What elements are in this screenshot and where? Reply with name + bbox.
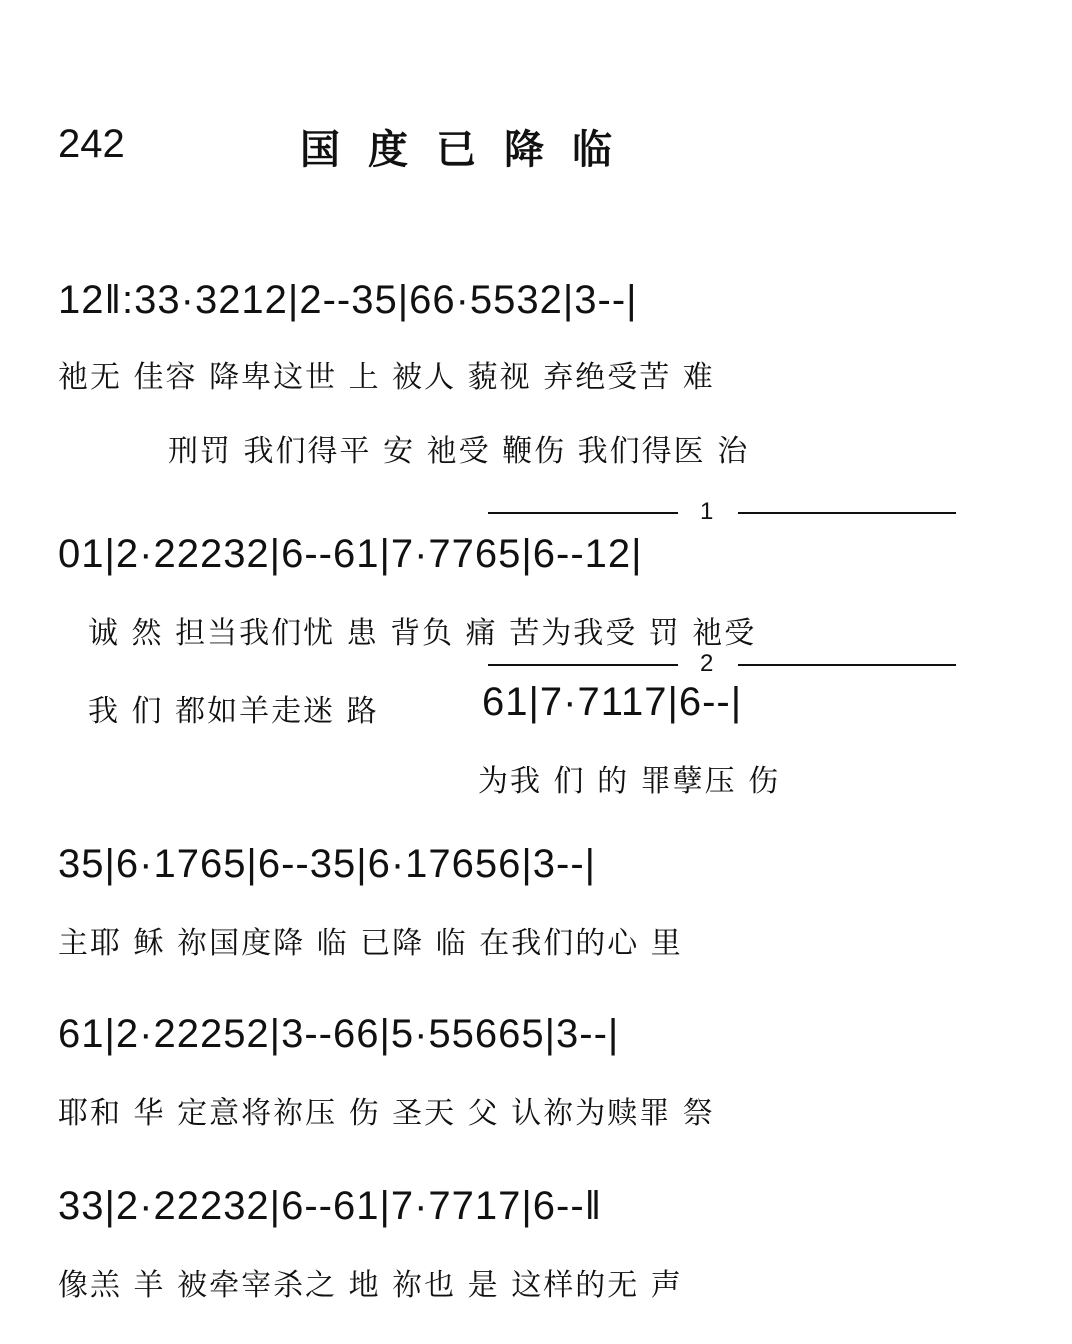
notation-line: 33|2·22232|6--61|7·7717|6--‖: [58, 1184, 603, 1228]
volta-label-2: 2: [700, 650, 714, 677]
lyric-line: 祂无 佳容 降卑这世 上 被人 藐视 弃绝受苦 难: [58, 360, 715, 395]
volta-bracket-1: [488, 512, 678, 514]
lyric-line: 诚 然 担当我们忧 患 背负 痛 苦为我受 罚 祂受: [88, 616, 757, 651]
ending2-notation: 61|7·7117|6--|: [482, 680, 743, 724]
ending2-lyric: 为我 们 的 罪孽压 伤: [478, 764, 781, 799]
lyric-line: 耶和 华 定意将祢压 伤 圣天 父 认祢为赎罪 祭: [58, 1096, 715, 1131]
volta-bracket-2: [738, 664, 956, 666]
lyric-line: 像羔 羊 被牵宰杀之 地 祢也 是 这样的无 声: [58, 1268, 683, 1303]
lyric-line: 刑罚 我们得平 安 祂受 鞭伤 我们得医 治: [168, 434, 750, 469]
lyric-line: 我 们 都如羊走迷 路: [88, 694, 379, 729]
lyric-line: 主耶 稣 祢国度降 临 已降 临 在我们的心 里: [58, 926, 683, 961]
notation-line: 61|2·22252|3--66|5·55665|3--|: [58, 1012, 620, 1056]
notation-line: 01|2·22232|6--61|7·7765|6--12|: [58, 532, 643, 576]
volta-label-1: 1: [700, 498, 714, 525]
notation-line: 35|6·1765|6--35|6·17656|3--|: [58, 842, 597, 886]
hymn-title: 国度已降临: [300, 127, 640, 173]
hymn-number: 242: [58, 122, 125, 166]
volta-bracket-1: [738, 512, 956, 514]
notation-line: 12‖:33·3212|2--35|66·5532|3--|: [58, 278, 638, 322]
volta-bracket-2: [488, 664, 678, 666]
